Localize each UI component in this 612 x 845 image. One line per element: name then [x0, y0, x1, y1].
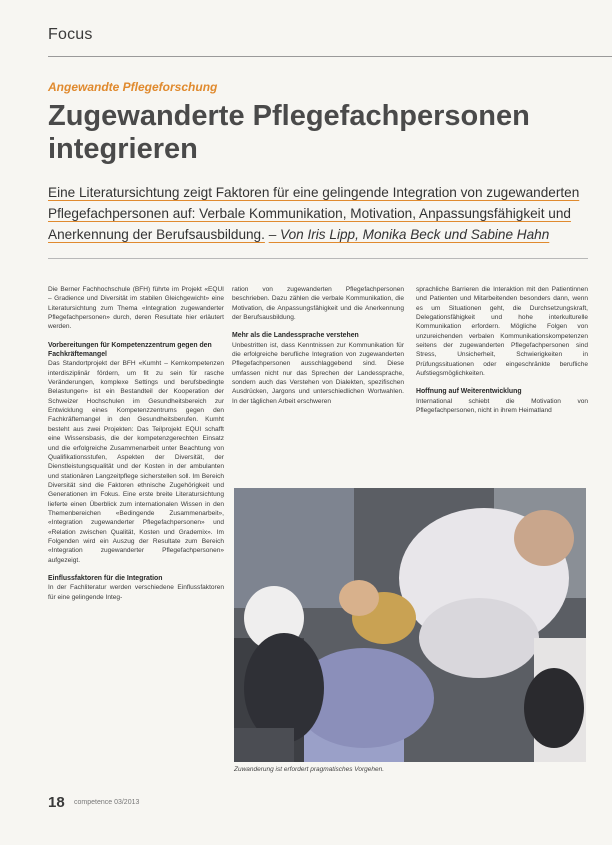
title-line-1: Zugewanderte Pflegefachpersonen — [48, 100, 530, 132]
photo-caption: Zuwanderung ist erfordert pragmatisches Vorgehen. — [234, 766, 385, 773]
paragraph: Unbestritten ist, dass Kenntnissen zur Kommunikation für die erfolgreiche berufliche Integration von zugewanderten Pflegefachpersonen ausschlaggebend sind. Diese umfassen nicht nur das Sprechen der Landessprache, sondern auch das Verstehen von Dialekten, spezifischen Ausdrücken, Jargons und unterschiedlichen Wortwahlen. In der täglichen Arbeit erschweren — [232, 341, 404, 405]
subheading: Hoffnung auf Weiterentwicklung — [416, 388, 522, 396]
article-title — [48, 100, 588, 166]
text-column-2 — [232, 285, 404, 415]
paragraph: International schiebt die Motivation von Pflegefachpersonen, nicht in ihrem Heimatland — [416, 397, 588, 415]
article-lead — [48, 182, 584, 245]
paragraph: Das Standortprojekt der BFH «Kumht – Kernkompetenzen interdisziplinär fördern, um fit zu sein für rasche Veränderungen, komplexe Settings und berufsbedingte Belastungen» ist ein Bestandteil der Kooperation der Schweizer Hochschulen im Gesundheitsbereich zur Entwicklung eines Kompetenzzentrums gegen den Fachkräftemangel in den Gesundheitsberufen. Kumht besteht aus zwei Projekten: Das Teilprojekt EQUI schafft eine Wissensbasis, die der kompetenzgerechten Einsatz und die erfolgreiche Zusammenarbeit unter Beachtung von Qualifikationsstufen, Aspekten der Diversität, der Dienstleistungsqualität und der Kosten in der ambulanten und stationären Langzeitpflege sicherstellen soll. Im Bereich Diversität sind die Faktoren ethnische Zugehörigkeit und Generationen im Fokus. Eine erste breite Literatursichtung lieferte einen Überblick zum internationalen Wissen in den Themenbereichen «Bedingende Zusammenarbeit», «Integration zugewanderter Pflegefachpersonen» und «Relation zwischen Qualität, Kosten und Grademix». Im Folgenden wird ein Auszug der Resultate zum Bereich «Integration zugewanderter Pflegefachpersonen» aufgezeigt. — [48, 360, 224, 564]
subheading: Mehr als die Landessprache verstehen — [232, 332, 359, 340]
byline: – Von Iris Lipp, Monika Beck und Sabine Hahn — [268, 227, 550, 242]
paragraph: Die Berner Fachhochschule (BFH) führte im Projekt «EQUI – Gradience und Diversität im stabilen Gleichgewicht» eine Literatursichtung zum Thema «Integration zugewanderter Pflegefachpersonen» durch, deren Resultate hier erläutert werden. — [48, 286, 224, 331]
lead-text: Eine Literatursichtung zeigt Faktoren für eine gelingende Integration von zugewanderten Pflegefachpersonen auf: Verbale Kommunikation, Motivation, Anpassungsfähigkeit und Anerkennung der Berufsausbildung. — [48, 185, 580, 242]
subheading: Vorbereitungen für Kompetenzzentrum gegen den Fachkräftemangel — [48, 341, 212, 359]
title-line-2: integrieren — [48, 133, 198, 165]
paragraph: sprachliche Barrieren die Interaktion mit den Patientinnen und Patienten und Mitarbeitenden besonders dann, wenn es um Situationen geht, die Durchsetzungskraft, Delegationsfähigkeit und hohe interkulturelle Kommunikation erfordern. Mögliche Folgen von unzureichenden verbalen Kommunikationskompetenzen seitens der zugewanderten Pflegefachpersonen sind Stress, Unsicherheit, Schwierigkeiten in Prüfungssituationen oder eingeschränkte berufliche Aufstiegsmöglichkeiten. — [416, 286, 588, 378]
photo-illustration — [234, 488, 586, 762]
page-number: 18 — [48, 794, 65, 811]
paragraph: In der Fachliteratur werden verschiedene Einflussfaktoren für eine gelingende Integ- — [48, 584, 224, 601]
subheading: Einflussfaktoren für die Integration — [48, 574, 163, 582]
article-rubric: Angewandte Pflegeforschung — [48, 80, 218, 94]
lead-divider — [48, 258, 588, 259]
text-column-3 — [416, 285, 588, 424]
journal-issue: competence 03/2013 — [74, 799, 140, 806]
text-column-1 — [48, 285, 224, 611]
header-divider — [48, 56, 612, 57]
article-photo — [234, 488, 586, 762]
section-header: Focus — [48, 26, 93, 43]
paragraph: ration von zugewanderten Pflegefachpersonen beschrieben. Dazu zählen die verbale Kommunikation, die Motivation, die Anpassungsfähigkeit und die Anerkennung der Berufsausbildung. — [232, 286, 404, 322]
